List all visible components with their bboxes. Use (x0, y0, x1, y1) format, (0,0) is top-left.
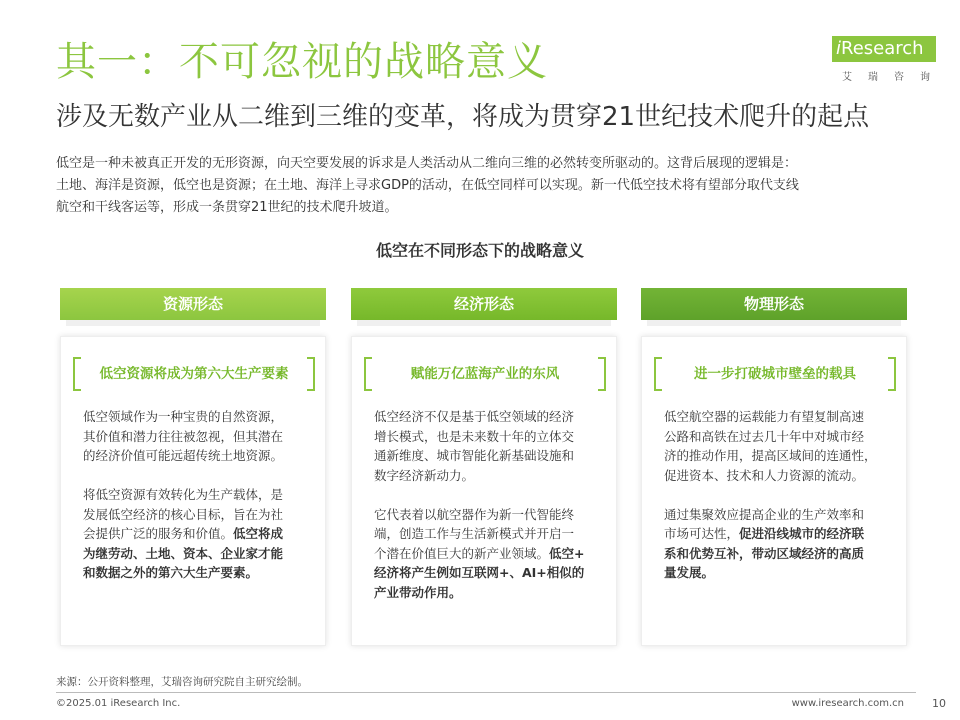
intro-line: 航空和干线客运等，形成一条贯穿21世纪的技术爬升坡道。 (56, 200, 398, 215)
body-text: 会提供广泛的服务和价值。 (83, 526, 234, 541)
body-emphasis: 为继劳动、土地、资本、企业家才能 (83, 545, 284, 561)
logo-chinese-name: 艾瑞咨询 (842, 72, 946, 83)
body-line-bold (374, 563, 600, 583)
body-line: 数字经济新动力。 (374, 467, 475, 483)
iresearch-logo (832, 36, 946, 86)
body-line: 发展低空经济的核心目标，旨在为社 (83, 506, 284, 522)
body-line: 它代表着以航空器作为新一代智能终 (374, 506, 575, 522)
body-line (83, 524, 309, 544)
band-physical-form: 物理形态 (641, 288, 907, 320)
body-emphasis: 低空将成 (233, 526, 284, 541)
body-line: 增长模式，也是未来数十年的立体交 (374, 428, 575, 444)
body-line: 济的推动作用，提高区域间的连通性， (664, 448, 877, 463)
logo-word: Research (841, 38, 924, 59)
page-number: 10 (932, 697, 946, 710)
body-emphasis: 产业带动作用。 (374, 584, 462, 600)
copyright: ©2025.01 iResearch Inc. (56, 698, 181, 709)
card-tag (73, 357, 315, 391)
body-line: 低空经济不仅是基于低空领域的经济 (374, 409, 575, 424)
band-resource-form: 资源形态 (60, 288, 326, 320)
card-tag-text: 进一步打破城市壁垒的载具 (694, 366, 856, 382)
body-line: 促进资本、技术和人力资源的流动。 (664, 467, 865, 483)
card-tag (364, 357, 606, 391)
right-bracket-icon (598, 357, 606, 391)
body-line: 的经济价值可能远超传统土地资源。 (83, 448, 284, 463)
body-line: 其价值和潜力往往被忽视，但其潜在 (83, 428, 284, 444)
body-line-bold (83, 544, 309, 564)
body-line: 端，创造工作与生活新模式并开启一 (374, 526, 575, 541)
body-emphasis: 促进沿线城市的经济联 (739, 526, 865, 541)
page-subtitle: 涉及无数产业从二维到三维的变革，将成为贯穿21世纪技术爬升的起点 (56, 102, 870, 132)
right-bracket-icon (888, 357, 896, 391)
card-body (374, 407, 600, 602)
card-tag-text: 低空资源将成为第六大生产要素 (99, 366, 289, 382)
body-line: 通新维度、城市智能化新基础设施和 (374, 448, 575, 463)
logo-i: i (836, 38, 842, 59)
card-tag-text: 赋能万亿蓝海产业的东风 (410, 366, 560, 382)
website-link[interactable]: www.iresearch.com.cn (791, 698, 904, 709)
body-line: 公路和高铁在过去几十年中对城市经 (664, 428, 865, 444)
intro-paragraph (56, 153, 908, 219)
body-line (664, 524, 890, 544)
intro-line: 土地、海洋是资源，低空也是资源；在土地、海洋上寻求GDP的活动，在低空同样可以实现。新一代低空技术将有望部分取代支线 (56, 178, 799, 193)
body-text: 市场可达性， (664, 526, 740, 541)
body-line-bold (83, 563, 309, 583)
body-line-bold (374, 583, 600, 603)
body-emphasis: 低空+ (549, 545, 585, 561)
card-resource-form (60, 336, 326, 646)
body-line: 通过集聚效应提高企业的生产效率和 (664, 506, 865, 522)
right-bracket-icon (307, 357, 315, 391)
body-emphasis: 量发展。 (664, 565, 715, 580)
body-line-bold (664, 544, 890, 564)
body-line (374, 544, 600, 564)
band-economic-form: 经济形态 (351, 288, 617, 320)
card-body (664, 407, 890, 583)
body-emphasis: 系和优势互补，带动区域经济的高质 (664, 545, 865, 561)
card-economic-form (351, 336, 617, 646)
body-line: 将低空资源有效转化为生产载体，是 (83, 487, 284, 502)
body-line-bold (664, 563, 890, 583)
card-body (83, 407, 309, 583)
logo-wordmark (832, 36, 936, 62)
intro-line: 低空是一种未被真正开发的无形资源，向天空要发展的诉求是人类活动从二维向三维的必然转变所驱动的。这背后展现的逻辑是： (56, 156, 798, 171)
section-title: 低空在不同形态下的战略意义 (375, 241, 584, 260)
body-line: 低空领域作为一种宝贵的自然资源， (83, 409, 284, 424)
card-tag (654, 357, 896, 391)
body-line: 低空航空器的运载能力有望复制高速 (664, 409, 865, 424)
card-physical-form (641, 336, 907, 646)
body-emphasis: 经济将产生例如互联网+、AI+相似的 (374, 565, 585, 580)
body-emphasis: 和数据之外的第六大生产要素。 (83, 565, 259, 580)
source-note: 来源：公开资料整理，艾瑞咨询研究院自主研究绘制。 (56, 676, 308, 688)
body-text: 个潜在价值巨大的新产业领域。 (374, 545, 550, 561)
footer-divider (56, 692, 916, 693)
page-title: 其一：不可忽视的战略意义 (56, 39, 548, 85)
